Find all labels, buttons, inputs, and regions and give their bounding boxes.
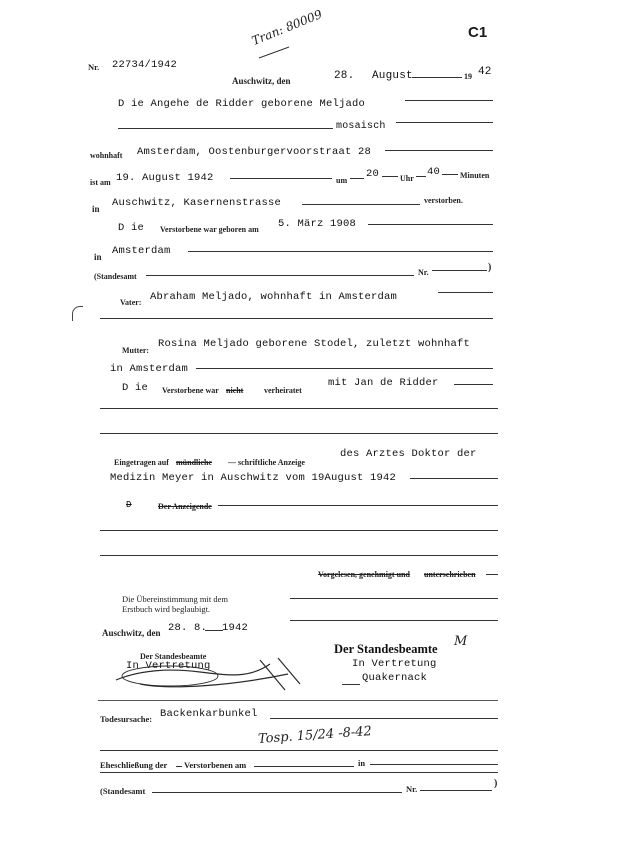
footer-standesamt-label: (Standesamt xyxy=(100,786,146,796)
right-official-sub: In Vertretung xyxy=(352,658,437,670)
born-prefix: D ie xyxy=(118,222,145,234)
right-official-mark: M xyxy=(454,634,468,649)
left-official-sub: In Vertretung xyxy=(126,660,211,672)
cause-of-death: Backenkarbunkel xyxy=(160,708,258,720)
marriage-struck-nicht: nicht xyxy=(226,386,244,395)
nr-label: Nr. xyxy=(88,62,100,72)
struck-prefix: D xyxy=(126,500,132,510)
marriage-label: Verstorbene war xyxy=(162,386,219,395)
footer-nr-close: ) xyxy=(494,778,498,789)
margin-mark xyxy=(72,306,83,321)
marriage-prefix: D ie xyxy=(122,382,149,394)
birth-date: 5. März 1908 xyxy=(278,218,357,230)
marriage-record-in: in xyxy=(358,758,366,768)
death-date: 19. August 1942 xyxy=(116,172,214,184)
marriage-record-label-2: Verstorbenen am xyxy=(184,760,247,770)
religion: mosaisch xyxy=(336,121,386,132)
handwritten-note-top: Tran: 80009 xyxy=(249,7,325,48)
registration-label-b: — schriftliche Anzeige xyxy=(228,458,305,467)
residence-label: wohnhaft xyxy=(90,151,123,160)
struck-anzeigende: Der Anzeigende xyxy=(158,502,212,511)
standesamt-label: (Standesamt xyxy=(94,272,137,281)
register-number: 22734/1942 xyxy=(112,59,178,71)
year-prefix: 19 xyxy=(464,72,472,81)
registration-struck: mündliche xyxy=(176,458,213,467)
year-suffix: 42 xyxy=(478,66,492,78)
place-date-label: Auschwitz, den xyxy=(232,76,291,86)
right-official-title: Der Standesbeamte xyxy=(334,642,438,656)
birth-place: Amsterdam xyxy=(112,245,171,257)
in-label: in xyxy=(92,204,100,214)
standesamt-nr-label: Nr. xyxy=(418,268,429,277)
verification-place-date: Auschwitz, den xyxy=(102,628,161,638)
residence: Amsterdam, Oostenburgervoorstraat 28 xyxy=(137,146,372,158)
spouse: mit Jan de Ridder xyxy=(328,377,439,389)
registration-source-2: Medizin Meyer in Auschwitz vom 19August 1942 xyxy=(110,472,397,484)
uhr-label: Uhr xyxy=(400,174,414,183)
registration-source-1: des Arztes Doktor der xyxy=(340,448,477,460)
father: Abraham Meljado, wohnhaft in Amsterdam xyxy=(150,291,398,303)
birth-in-label: in xyxy=(94,252,102,262)
mother-label: Mutter: xyxy=(122,346,150,355)
um-label: um xyxy=(336,176,348,185)
verification-year: 1942 xyxy=(222,622,249,634)
footer-nr-label: Nr. xyxy=(406,784,418,794)
marriage-record-label: Eheschließung der xyxy=(100,760,168,770)
death-place: Auschwitz, Kasernenstrasse xyxy=(112,197,282,209)
standesamt-nr-close: ) xyxy=(488,262,492,273)
struck-read: Vorgelesen, genehmigt und xyxy=(318,570,410,579)
cause-label: Todesursache: xyxy=(100,714,153,724)
stamp-code: C1 xyxy=(468,24,488,41)
date-day: 28. xyxy=(334,70,355,82)
death-minute: 40 xyxy=(427,166,441,178)
born-label: Verstorbene war geboren am xyxy=(160,225,259,234)
struck-signed: unterschrieben xyxy=(424,570,476,579)
mother-line2: in Amsterdam xyxy=(110,363,189,375)
left-official-title: Der Standesbeamte xyxy=(140,652,207,661)
match-line-1: Die Übereinstimmung mit dem xyxy=(122,594,228,604)
handwritten-footer-note: Tosp. 15/24 -8-42 xyxy=(257,724,373,747)
left-signature xyxy=(110,650,310,695)
marriage-label-b: verheiratet xyxy=(264,386,302,395)
died-on-label: ist am xyxy=(90,178,111,187)
death-hour: 20 xyxy=(366,168,380,180)
deceased-name: D ie Angehe de Ridder geborene Meljado xyxy=(118,98,366,110)
father-label: Vater: xyxy=(120,298,142,307)
mother-line1: Rosina Meljado geborene Stodel, zuletzt wohnhaft xyxy=(158,338,471,350)
match-line-2: Erstbuch wird beglaubigt. xyxy=(122,604,211,614)
right-official-name: Quakernack xyxy=(362,672,428,684)
date-month: August xyxy=(372,70,413,82)
minuten-label: Minuten xyxy=(460,171,490,180)
verstorben-label: verstorben. xyxy=(424,196,463,205)
underline-handwritten xyxy=(259,47,289,59)
verification-date: 28. 8. xyxy=(168,622,208,634)
registration-label: Eingetragen auf xyxy=(114,458,169,467)
